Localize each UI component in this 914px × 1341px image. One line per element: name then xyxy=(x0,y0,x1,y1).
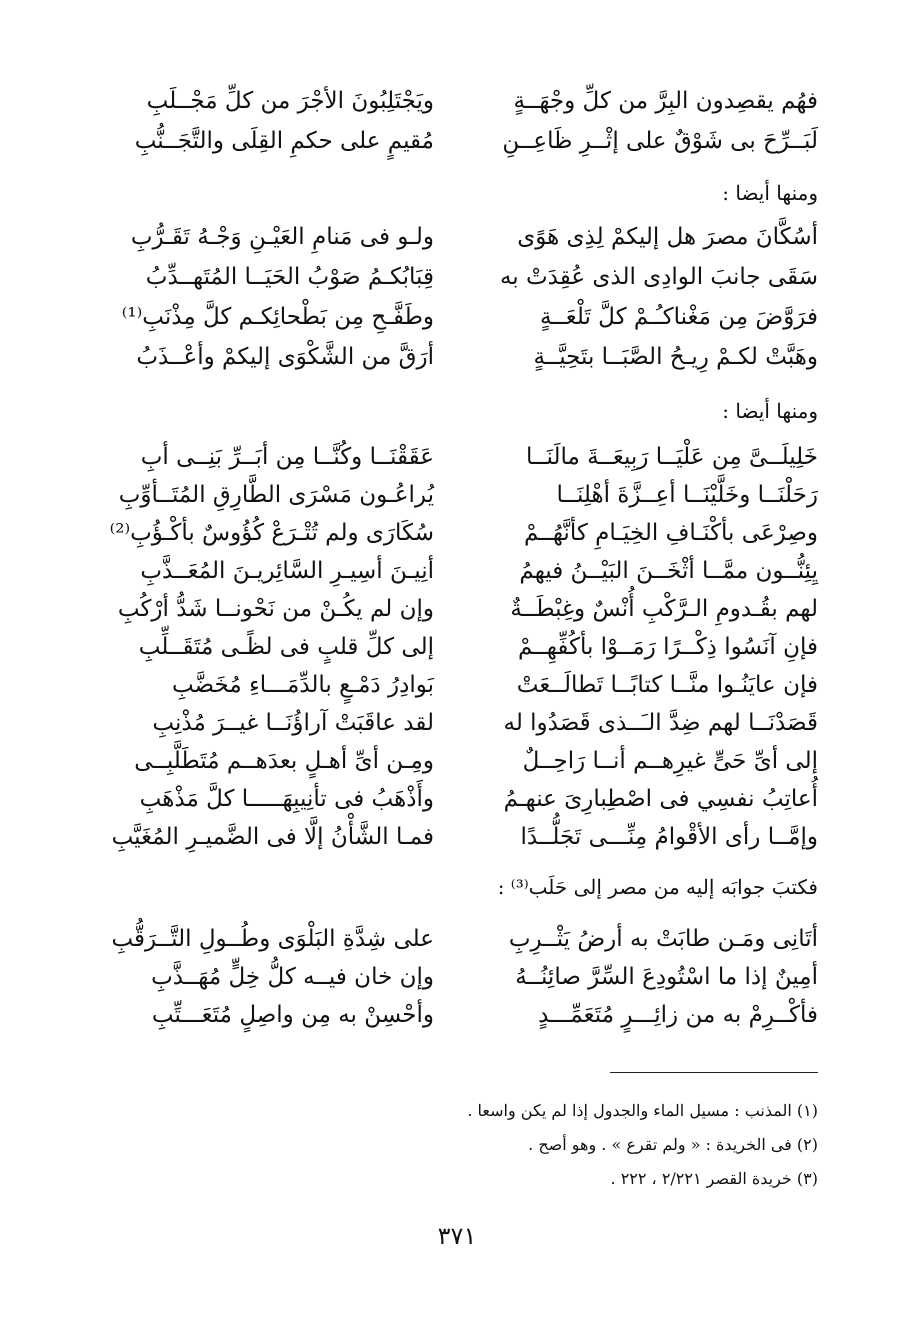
verse-second-hemistich: وأحْسِنْ به مِن واصِلٍ مُتَعَـــتِّبِ xyxy=(151,1002,434,1028)
verse-second-hemistich: قِبَابُكـمُ صَوْبُ الحَيَــا المُتَهــدِّبُ xyxy=(145,264,434,290)
verse-first-hemistich: إلى أىِّ حَىٍّ غيرِهــم أنــا رَاحِــلٌ xyxy=(522,748,818,774)
verse-first-hemistich: رَحَلْنَــا وخَلَّيْنَــا أعِــزَّةَ أهْلِنَــا xyxy=(556,482,818,508)
verse-first-hemistich: قَصَدْنَــا لهم ضِدَّ الـَــذى قَصَدُوا له xyxy=(503,710,818,736)
verse-first-hemistich: لهم بقُـدومِ الـرَّكْبِ أُنْسٌ وغِبْطَــةٌ xyxy=(510,596,818,622)
verse-second-hemistich: لقد عاقَبَتْ آراؤُنَــا غيــرَ مُذْنِبِ xyxy=(152,710,434,736)
footnote: (٢) فى الخريدة : « ولم تقرع » . وهو أصح . xyxy=(528,1135,818,1154)
verse-first-hemistich: فإنِ آنَسُوا ذِكْــرًا رَمَــوْا بأكُفِّهِــمْ xyxy=(517,634,818,660)
verse-second-hemistich: عَقَقْنَــا وكُنَّــا مِن أبَــرِّ بَنِــى أبِ xyxy=(140,444,434,470)
verse-second-hemistich: وإن لم يكُـنْ من نَحْونــا شَدُّ أرْكُبِ xyxy=(117,596,434,622)
footnote: (١) المذنب : مسيل الماء والجدول إذا لم يكن واسعا . xyxy=(467,1101,818,1120)
verse-first-hemistich: أمِينٌ إذا ما اسْتُودِعَ السِّرَّ صائِنُــهُ xyxy=(515,964,818,990)
verse-second-hemistich: ومِـن أىِّ أهـلٍ بعدَهــم مُتَطَلَّبِــى xyxy=(134,748,434,774)
page-number: ٣٧١ xyxy=(437,1222,477,1250)
verse-first-hemistich: فأكْــرِمْ به من زائِـــرٍ مُتَعَمِّـــدٍ xyxy=(538,1002,818,1028)
verse-first-hemistich: أسُكَّانَ مصرَ هل إليكمْ لِذِى هَوًى xyxy=(517,224,818,250)
verse-first-hemistich: أُعاتِبُ نفسِي فى اصْطِبارِىَ عنهـمُ xyxy=(503,786,818,812)
verse-first-hemistich: أتَانِى ومَـن طابَتْ به أرضُ يَثْــرِبِ xyxy=(508,926,818,952)
verse-second-hemistich: أنِيـنَ أسِيـرِ السَّائِريـنَ المُعَــذَّبِ xyxy=(140,558,434,584)
verse-first-hemistich: فهُم يقصِدون البِرَّ من كلِّ وجْهَــةٍ xyxy=(513,88,818,114)
verse-second-hemistich: وطَفَّـحِ مِن بَطْحائِكـم كلَّ مِذْنَبِ⁽¹⁾ xyxy=(121,304,434,330)
verse-first-hemistich: وصِرْعَى بأكْنَـافِ الخِيَـامِ كأنَّهُــمْ xyxy=(524,520,818,546)
section-heading: ومنها أيضا : xyxy=(722,181,818,205)
verse-first-hemistich: وهَبَّتْ لكـمْ رِيـحُ الصَّبَــا بتَحِيَّــةٍ xyxy=(533,344,818,370)
verse-first-hemistich: وإمَّــا رأى الأقْوامُ مِنِّـــى تَجَلُّــدًا xyxy=(520,824,818,850)
verse-second-hemistich: إلى كلِّ قلبٍ فى لظًـى مُتَقَــلِّبِ xyxy=(138,634,434,660)
verse-first-hemistich: يِئِنُّــون ممَّــا أثْخَــنَ البَيْــنُ فيهمُ xyxy=(519,558,818,584)
verse-second-hemistich: مُقيمٍ على حكمِ القِلَى والتَّجَــنُّبِ xyxy=(134,128,434,154)
footnote-separator xyxy=(610,1072,818,1073)
verse-first-hemistich: فإن عايَنُـوا منَّــا كتابًــا تَطالَــعَتْ xyxy=(516,672,818,698)
verse-first-hemistich: سَقَى جانبَ الوادِى الذى عُقِدَتْ به xyxy=(499,264,818,290)
verse-second-hemistich: ولـو فى مَنامِ العَيْـنِ وَجْـهُ تَقَـرُّبِ xyxy=(130,224,434,250)
verse-second-hemistich: ويَجْتَلِبُونَ الأجْرَ من كلِّ مَجْــلَبِ xyxy=(146,88,434,114)
section-heading: ومنها أيضا : xyxy=(722,399,818,423)
verse-second-hemistich: سُكَارَى ولم تُتْـرَعْ كُؤُوسٌ بأكْـؤُبِ⁽²⁾ xyxy=(109,520,434,546)
verse-first-hemistich: فرَوَّضَ مِن مَغْناكـُـمْ كلَّ تَلْعَــةٍ xyxy=(539,304,818,330)
section-heading: فكتبَ جوابَه إليه من مصر إلى حَلَب⁽³⁾ : xyxy=(497,875,818,899)
verse-second-hemistich: فمـا الشَّأْنُ إلَّا فى الضَّميـرِ المُغَيَّبِ xyxy=(111,824,434,850)
verse-second-hemistich: يُراعُـون مَسْرَى الطَّارِقِ المُتَــأوِّبِ xyxy=(118,482,434,508)
verse-second-hemistich: وأَذْهَبُ فى تأنِيبِهَـــــا كلَّ مَذْهَبِ xyxy=(139,786,434,812)
verse-second-hemistich: وإن خان فيــه كلُّ خِلٍّ مُهَــذَّبِ xyxy=(151,964,434,990)
verse-second-hemistich: على شِدَّةِ البَلْوَى وطُــولِ التَّــرَقُّبِ xyxy=(111,926,434,952)
footnote: (٣) خريدة القصر ٢/٢٢١ ، ٢٢٢ . xyxy=(610,1169,818,1188)
verse-second-hemistich: أرَقَّ من الشَّكْوَى إليكمْ وأعْــذَبُ xyxy=(136,344,434,370)
verse-first-hemistich: خَلِيلَــىَّ مِن عَلْيَــا رَبِيعَــةَ مالَنَــا xyxy=(526,444,818,470)
verse-second-hemistich: بَوادِرُ دَمْـعٍ بالدِّمَـــاءِ مُخَضَّبِ xyxy=(171,672,434,698)
verse-first-hemistich: لَبَــرِّحَ بى شَوْقٌ على إثْــرِ ظَاعِــنِ xyxy=(502,128,818,154)
